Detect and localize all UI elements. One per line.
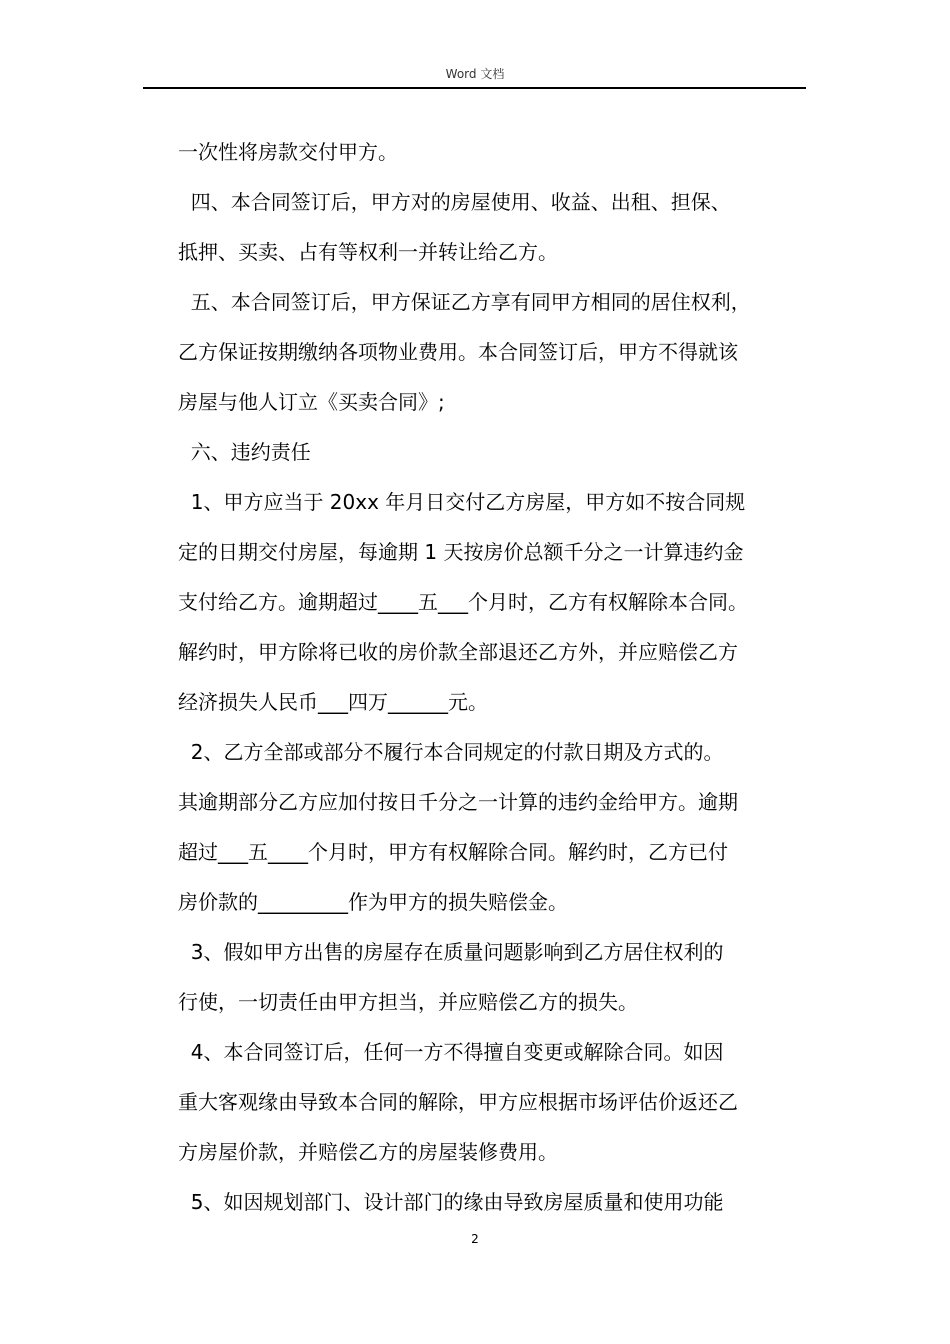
text-line: 支付给乙方。逾期超过____五___个月时，乙方有权解除本合同。 — [178, 590, 748, 614]
header-rule — [143, 87, 806, 89]
text-line: 4、本合同签订后，任何一方不得擅自变更或解除合同。如因 — [178, 1040, 724, 1064]
text-line: 重大客观缘由导致本合同的解除，甲方应根据市场评估价返还乙 — [178, 1090, 738, 1114]
text-line: 解约时，甲方除将已收的房价款全部退还乙方外，并应赔偿乙方 — [178, 640, 738, 664]
text-line: 定的日期交付房屋，每逾期 1 天按房价总额千分之一计算违约金 — [178, 540, 744, 564]
text-line: 超过___五____个月时，甲方有权解除合同。解约时，乙方已付 — [178, 840, 728, 864]
text-line: 1、甲方应当于 20xx 年月日交付乙方房屋，甲方如不按合同规 — [178, 490, 746, 514]
header-title: Word 文档 — [445, 67, 505, 81]
text-line: 3、假如甲方出售的房屋存在质量问题影响到乙方居住权利的 — [178, 940, 724, 964]
text-line: 五、本合同签订后，甲方保证乙方享有同甲方相同的居住权利， — [178, 290, 751, 314]
page-number: 2 — [471, 1232, 479, 1246]
text-line: 房屋与他人订立《买卖合同》; — [178, 390, 445, 414]
text-line: 经济损失人民币___四万______元。 — [178, 690, 488, 714]
text-line: 抵押、买卖、占有等权利一并转让给乙方。 — [178, 240, 558, 264]
text-line: 房价款的_________作为甲方的损失赔偿金。 — [178, 890, 568, 914]
text-line: 2、乙方全部或部分不履行本合同规定的付款日期及方式的。 — [178, 740, 724, 764]
text-line: 方房屋价款，并赔偿乙方的房屋装修费用。 — [178, 1140, 558, 1164]
text-line: 其逾期部分乙方应加付按日千分之一计算的违约金给甲方。逾期 — [178, 790, 738, 814]
text-line: 四、本合同签订后，甲方对的房屋使用、收益、出租、担保、 — [178, 190, 731, 214]
text-line: 六、违约责任 — [178, 440, 311, 464]
text-line: 一次性将房款交付甲方。 — [178, 140, 398, 164]
text-line: 乙方保证按期缴纳各项物业费用。本合同签订后，甲方不得就该 — [178, 340, 738, 364]
text-line: 行使，一切责任由甲方担当，并应赔偿乙方的损失。 — [178, 990, 638, 1014]
document-body — [178, 127, 818, 1227]
text-line: 5、如因规划部门、设计部门的缘由导致房屋质量和使用功能 — [178, 1190, 724, 1214]
